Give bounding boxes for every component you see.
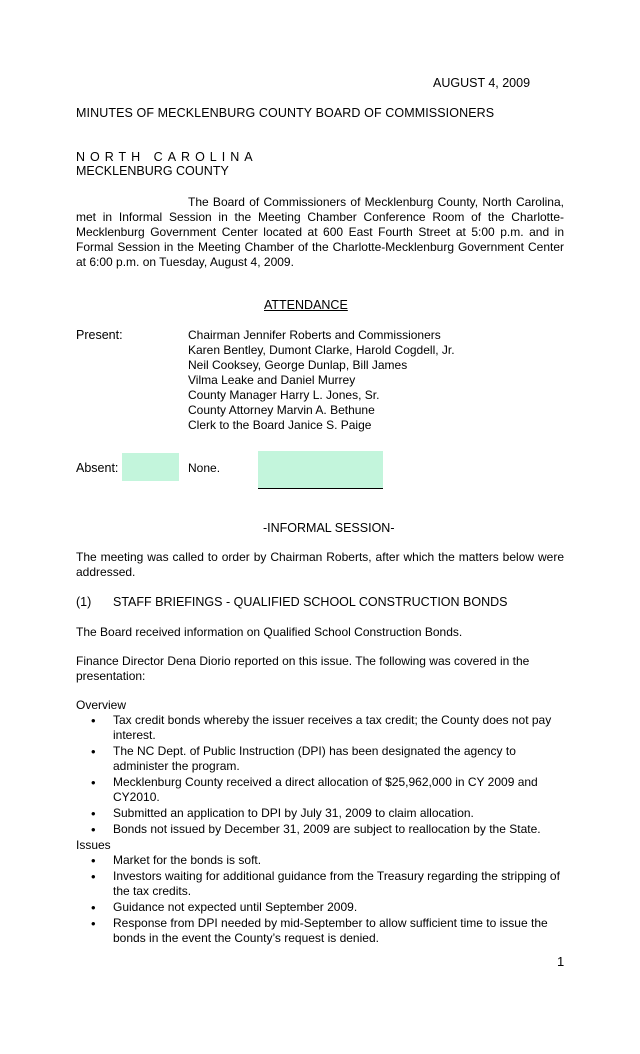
highlight-box	[258, 451, 383, 489]
list-item: • The NC Dept. of Public Instruction (DPI) has been designated the agency to administer the program.	[76, 744, 566, 774]
present-line: Vilma Leake and Daniel Murrey	[188, 373, 356, 387]
received-paragraph: The Board received information on Qualified School Construction Bonds.	[76, 625, 463, 639]
issues-list	[76, 853, 566, 946]
list-item: • Submitted an application to DPI by July 31, 2009 to claim allocation.	[76, 806, 566, 821]
list-item: • Tax credit bonds whereby the issuer receives a tax credit; the County does not pay interest.	[76, 713, 566, 743]
overview-label: Overview	[76, 698, 127, 712]
present-label: Present:	[76, 328, 123, 342]
absent-label: Absent:	[76, 461, 119, 475]
item-title: STAFF BRIEFINGS - QUALIFIED SCHOOL CONSTRUCTION BONDS	[113, 595, 508, 609]
present-line: Karen Bentley, Dumont Clarke, Harold Cogdell, Jr.	[188, 343, 455, 357]
present-list	[188, 328, 455, 433]
present-line: County Attorney Marvin A. Bethune	[188, 403, 375, 417]
item-number: (1)	[76, 595, 92, 609]
document-date: AUGUST 4, 2009	[433, 76, 531, 90]
list-item: • Market for the bonds is soft.	[76, 853, 566, 868]
page-number: 1	[557, 954, 565, 969]
present-line: County Manager Harry L. Jones, Sr.	[188, 388, 380, 402]
informal-session-heading: -INFORMAL SESSION-	[263, 521, 395, 535]
list-item: • Mecklenburg County received a direct allocation of $25,962,000 in CY 2009 and CY2010.	[76, 775, 566, 805]
finance-paragraph: Finance Director Dena Diorio reported on this issue. The following was covered in the presentation:	[76, 654, 530, 683]
document-title: MINUTES OF MECKLENBURG COUNTY BOARD OF COMMISSIONERS	[76, 106, 495, 120]
attendance-heading: ATTENDANCE	[264, 298, 348, 312]
absent-value: None.	[188, 461, 221, 475]
state-heading: NORTH CAROLINA	[76, 150, 258, 164]
county-heading: MECKLENBURG COUNTY	[76, 164, 229, 178]
overview-list	[76, 713, 566, 837]
list-item: • Bonds not issued by December 31, 2009 are subject to reallocation by the State.	[76, 822, 566, 837]
intro-text: The Board of Commissioners of Mecklenburg County, North Carolina, met in Informal Session in the Meeting Chamber Conference Room of the Charlotte-Mecklenburg Government Center located at 600 East Fourth Street at 5:00 p.m. and in Formal Session in the Meeting Chamber of the Charlotte-Mecklenburg Government Center at 6:00 p.m. on Tuesday, August 4, 2009.	[76, 195, 564, 269]
issues-label: Issues	[76, 838, 111, 852]
called-to-order-paragraph: The meeting was called to order by Chairman Roberts, after which the matters below were addressed.	[76, 550, 564, 579]
intro-paragraph	[76, 195, 564, 270]
list-item: • Investors waiting for additional guidance from the Treasury regarding the stripping of the tax credits.	[76, 869, 566, 899]
present-line: Chairman Jennifer Roberts and Commissioners	[188, 328, 441, 342]
highlight-box	[122, 453, 179, 481]
present-line: Clerk to the Board Janice S. Paige	[188, 418, 372, 432]
list-item: • Guidance not expected until September 2009.	[76, 900, 566, 915]
bullet-lists	[76, 713, 566, 947]
list-item: • Response from DPI needed by mid-September to allow sufficient time to issue the bonds in the event the County’s request is denied.	[76, 916, 566, 946]
present-line: Neil Cooksey, George Dunlap, Bill James	[188, 358, 408, 372]
